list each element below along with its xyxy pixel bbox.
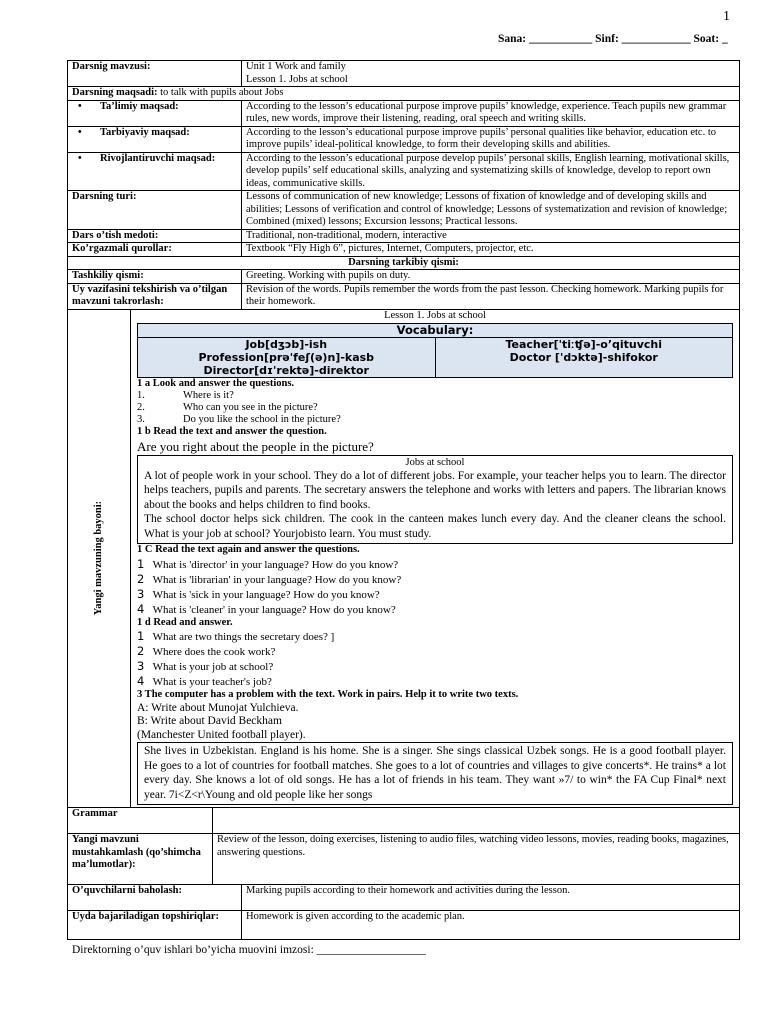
list-item: 4 What is your teacher's job? [137, 674, 272, 688]
exercise-3-line-b2: (Manchester United football player). [137, 728, 306, 741]
exercise-1c-list [137, 557, 733, 617]
developing-label: Rivojlantiruvchi maqsad: [100, 152, 216, 164]
vocab-word: Profession[prə'feʃ(ə)n]-kasb [198, 350, 375, 364]
vocabulary-heading: Vocabulary: [138, 323, 733, 337]
goal-label: Darsning maqsadi: [72, 87, 158, 98]
row-topic [68, 61, 740, 87]
row-upbringing [68, 126, 740, 152]
reading-text-box [137, 455, 733, 545]
reading-paragraph-2: The school doctor helps sick children. The cook in the canteen makes lunch every day. And the cleaner cleans the school. What is your job at school? Yourjobisto learn. You must study. [144, 513, 726, 540]
exercise-1d-list [137, 629, 733, 689]
homework-label: Uyda bajariladigan topshiriqlar: [68, 911, 242, 940]
signature-line: Direktorning o’quv ishlari bo’yicha muovini imzosi: ___________________ [72, 944, 426, 956]
assessment-label: O’quvchilarni baholash: [68, 885, 242, 911]
row-assessment [68, 885, 740, 911]
vocab-word: Director[dɪ'rektə]-direktor [203, 363, 369, 377]
developing-value: According to the lesson’s educational purpose develop pupils’ personal skills, English learning, motivational skills, develop pupils’ self educational skills, analyzing and systematizing skills of knowledge, develop to report own ideas, communicative skills. [242, 152, 740, 191]
tools-value: Textbook “Fly High 6”, pictures, Internet, Computers, projector, etc. [242, 243, 740, 257]
vocab-left-col [138, 337, 436, 377]
reading-paragraph-1: A lot of people work in your school. They do a lot of different jobs. For example, your teacher helps you to learn. The director helps teachers, pupils and parents. The secretary answers the telephone and works with letters and papers. The librarian knows about the books and helps children to find books. [144, 469, 726, 511]
vocab-word: Teacher['tiːʧə]-o’qituvchi [505, 337, 663, 351]
topic-unit: Unit 1 Work and family [246, 61, 346, 72]
assessment-value: Marking pupils according to their homework and activities during the lesson. [242, 885, 740, 911]
list-item: 1. Where is it? [137, 390, 234, 401]
header-fields [498, 33, 728, 45]
method-label: Dars o’tish medoti: [68, 229, 242, 243]
row-homework-check [68, 283, 740, 309]
bullet-icon: • [78, 100, 82, 112]
developing-label-cell [68, 152, 242, 191]
exercise-1d-heading: 1 d Read and answer. [137, 616, 233, 628]
method-value: Traditional, non-traditional, modern, interactive [242, 229, 740, 243]
row-educational [68, 100, 740, 126]
exercise-3-line-b: B: Write about David Beckham [137, 715, 282, 727]
goal-value: to talk with pupils about Jobs [157, 87, 284, 98]
consolidation-label: Yangi mavzuni mustahkamlash (qo’shimcha ma’lumotlar): [68, 834, 213, 885]
vocab-word: Doctor ['dɔktə]-shifokor [509, 350, 658, 364]
row-type [68, 191, 740, 230]
new-topic-label: Yangi mavzuning bayoni: [92, 501, 104, 616]
new-topic-content [131, 309, 740, 808]
list-item: 2 Where does the cook work? [137, 644, 276, 658]
list-item: 3. Do you like the school in the picture? [137, 414, 341, 425]
educational-label: Ta’limiy maqsad: [100, 100, 179, 112]
topic-lesson: Lesson 1. Jobs at school [246, 73, 348, 85]
exercise-1a-heading: 1 a Look and answer the questions. [137, 377, 295, 389]
list-item: 4 What is 'cleaner' in your language? How do you know? [137, 601, 396, 616]
list-item: 3 What is your job at school? [137, 659, 274, 673]
row-homework [68, 911, 740, 940]
list-item: 2 What is 'librarian' in your language? How do you know? [137, 571, 402, 586]
vocabulary-table [137, 323, 733, 378]
bullet-icon: • [78, 126, 82, 138]
exercise-3-heading: 3 The computer has a problem with the text. Work in pairs. Help it to write two texts. [137, 689, 519, 700]
list-item: 3 What is 'sick in your language? How do you know? [137, 586, 380, 601]
upbringing-label-cell [68, 126, 242, 152]
row-goal [68, 87, 740, 101]
date-field: Sana: ___________ [498, 33, 593, 45]
mixed-text: She lives in Uzbekistan. England is his home. She is a singer. She sings classical Uzbek songs. He is a good football player. He goes to a lot of countries for football matches. She goes to a lot of countries and villages to give concerts*. He trains* a lot every day. She knows a lot of old songs. He has a lot of friends in his team. They want »7/ to win* the FA Cup Final* next year. 7i<Z<r\Young and old people like her songs [144, 745, 726, 801]
upbringing-label: Tarbiyaviy maqsad: [100, 126, 190, 138]
exercise-1b-heading: 1 b Read the text and answer the question. [137, 426, 327, 437]
upbringing-value: According to the lesson’s educational purpose improve pupils’ personal qualities like behavior, education etc. to improve pupils’ ideal-political knowledge, to form their developing skills and abilities. [242, 126, 740, 152]
row-grammar [68, 808, 740, 834]
consolidation-value: Review of the lesson, doing exercises, listening to audio files, watching video lessons, movies, reading books, magazines, answering questions. [213, 834, 740, 885]
bullet-icon: • [78, 152, 82, 164]
row-consolidation [68, 834, 740, 885]
vocab-right-col [435, 337, 733, 377]
tools-label: Ko’rgazmali qurollar: [68, 243, 242, 257]
lesson-plan-table [67, 60, 740, 940]
type-label: Darsning turi: [68, 191, 242, 230]
row-developing [68, 152, 740, 191]
row-method [68, 229, 740, 243]
mixed-text-box [137, 742, 733, 805]
organizational-label: Tashkiliy qismi: [68, 270, 242, 284]
page-number: 1 [723, 9, 730, 24]
structure-label: Darsning tarkibiy qismi: [68, 256, 740, 270]
list-item: 1 What are two things the secretary does? ] [137, 629, 335, 643]
list-item: 2. Who can you see in the picture? [137, 402, 318, 413]
homework-check-label: Uy vazifasini tekshirish va o’tilgan mavzuni takrorlash: [68, 283, 242, 309]
vocab-word: Job[dʒɔb]-ish [245, 337, 328, 351]
exercise-1a-list [137, 390, 733, 426]
exercise-1b-question: Are you right about the people in the picture? [137, 438, 374, 454]
row-new-topic [68, 309, 740, 808]
homework-check-value: Revision of the words. Pupils remember the words from the past lesson. Checking homework. Marking pupils for their homework. [242, 283, 740, 309]
goal-cell [68, 87, 740, 101]
educational-value: According to the lesson’s educational purpose improve pupils’ knowledge, experience. Teach pupils new grammar rules, new words, improve their listening, reading, oral speech and writing skills. [242, 100, 740, 126]
exercise-1c-heading: 1 C Read the text again and answer the questions. [137, 544, 360, 555]
grammar-value [213, 808, 740, 834]
new-topic-label-cell [68, 309, 131, 808]
class-field: Sinf: ____________ [595, 33, 691, 45]
lesson-title: Lesson 1. Jobs at school [384, 309, 486, 321]
list-item: 1 What is 'director' in your language? How do you know? [137, 556, 399, 571]
reading-text-title: Jobs at school [405, 456, 465, 468]
row-organizational [68, 270, 740, 284]
exercise-3-line-a: A: Write about Munojat Yulchieva. [137, 701, 299, 714]
organizational-value: Greeting. Working with pupils on duty. [242, 270, 740, 284]
educational-label-cell [68, 100, 242, 126]
row-tools [68, 243, 740, 257]
hour-field: Soat: _ [693, 33, 728, 45]
topic-value [242, 61, 740, 87]
homework-value: Homework is given according to the academic plan. [242, 911, 740, 940]
row-structure [68, 256, 740, 270]
grammar-label: Grammar [68, 808, 213, 834]
topic-label: Darsnig mavzusi: [68, 61, 242, 87]
type-value: Lessons of communication of new knowledge; Lessons of fixation of knowledge and of developing skills and abilities; Lessons of verification and control of knowledge; Lessons of systematization and revision of knowledge; Combined (mixed) lessons; Excursion lessons; Practical lessons. [242, 191, 740, 230]
